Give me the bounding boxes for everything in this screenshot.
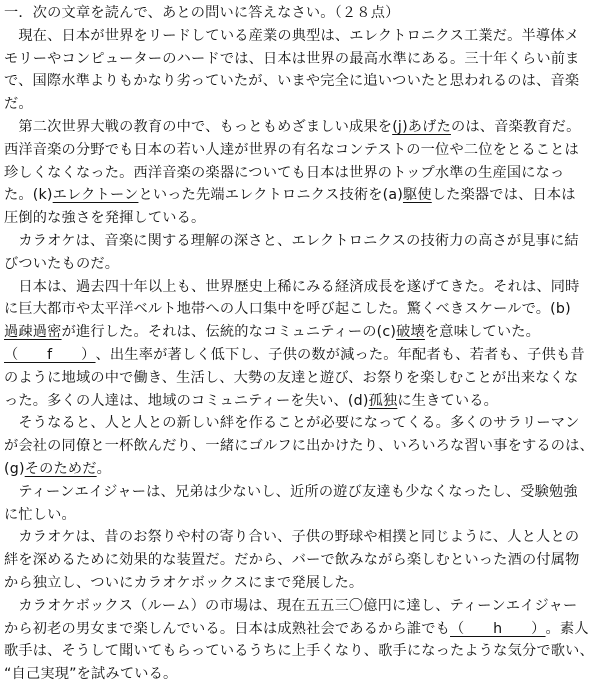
passage-text: 西洋音楽の分野でも日本の若い人達が世界の有名なコンテストの一位や二位をとることは [4, 141, 579, 158]
passage-text: といった先端エレクトロニクス技術を(a) [138, 187, 403, 204]
passage-text: から独立し、ついにカラオケボックスにまで発展した。 [4, 574, 364, 591]
passage-body [4, 25, 594, 686]
passage-text: モリーやコンピューターのハードでは、日本は世界の最高水準にある。三十年くらい前ま [4, 50, 580, 67]
passage-text: ティーンエイジャーは、兄弟は少ないし、近所の遊び友達も少なくなったし、受験勉強 [4, 483, 578, 500]
underlined-term: (j)あげた [392, 118, 451, 135]
passage-text: 珍しくなくなった。西洋音楽の楽器についても日本は世界のトップ水準の生産国になっ [4, 164, 565, 181]
question-heading: 一．次の文章を読んで、あとの問いに答えなさい。（２８点） [4, 5, 400, 21]
passage-line [4, 230, 579, 253]
passage-text: に巨大都市や太平洋ベルト地帯への人口集中を呼び起こした。驚くべきスケールで。(b) [4, 301, 571, 318]
passage-text: だ。 [4, 96, 33, 113]
passage-text: で、国際水準よりもかなり劣っていたが、いまや完全に追いついたと思われるのは、音楽 [4, 73, 580, 90]
passage-line [4, 390, 543, 413]
passage-line [4, 207, 543, 230]
passage-text: から初老の男女まで楽しんでいる。日本は成熟社会であるから誰でも [4, 620, 451, 637]
passage-text: そうなると、人と人との新しい絆を作ることが必要になってくる。多くのサラリーマン [4, 415, 580, 432]
passage-line [4, 184, 576, 207]
passage-text: のは、音楽教育だ。 [450, 118, 581, 135]
passage-text: カラオケは、音楽に関する理解の深さと、エレクトロニクスの技術力の高さが見事に結 [4, 232, 579, 249]
answer-blank: （ h ） [450, 620, 546, 637]
passage-line [4, 48, 580, 71]
passage-text: 、出生率が著しく低下し、子供の数が減った。年配者も、若者も、子供も昔 [95, 346, 585, 363]
passage-text: った。多くの人達は、地域のコミュニティーを失い、(d) [4, 392, 369, 409]
passage-text: が会社の同僚と一杯飲んだり、一緒にゴルフに出かけたり、いろいろな習い事をするのは、 [4, 438, 594, 455]
passage-text: カラオケは、昔のお祭りや村の寄り合い、子供の野球や相撲と同じように、人と人との [4, 529, 580, 546]
passage-line [4, 344, 585, 367]
passage-line [4, 458, 543, 481]
passage-line [4, 504, 543, 527]
passage-text: 歌手は、そうして聞いてもらっているうちに上手くなり、歌手になったような気分で歌い、 [4, 643, 594, 660]
passage-text: した楽器では、日本は [431, 187, 576, 204]
passage-text: 現在、日本が世界をリードしている産業の典型は、エレクトロニクス工業だ。半導体メ [4, 27, 580, 44]
passage-line [4, 663, 543, 686]
passage-text: に生きている。 [397, 392, 499, 409]
underlined-term: 過疎過密 [4, 324, 62, 341]
underlined-term: エレクトーン [52, 187, 139, 204]
passage-line [4, 412, 580, 435]
underlined-term: 孤独 [368, 392, 398, 409]
passage-text: 圧倒的な強さを発揮している。 [4, 210, 206, 227]
passage-text: 絆を深めるために効果的な装置だ。だから、バーで飲みながら楽しむといった酒の付属物 [4, 552, 580, 569]
passage-line [4, 276, 580, 299]
passage-text: 日本は、過去四十年以上も、世界歴史上稀にみる経済成長を遂げてきた。それは、同時 [4, 278, 580, 295]
passage-line [4, 618, 589, 641]
passage-text: が進行した。それは、伝統的なコミュニティーの(c) [61, 324, 397, 341]
passage-text: カラオケボックス（ルーム）の市場は、現在五五三〇億円に達し、ティーンエイジャー [4, 597, 578, 614]
passage-text: た。(k) [4, 187, 53, 204]
passage-line [4, 481, 578, 504]
passage-text: を意味していた。 [424, 324, 541, 341]
passage-line [4, 162, 565, 185]
underlined-term: そのためだ [24, 460, 97, 477]
underlined-term: 破壊 [396, 324, 425, 341]
passage-line [4, 321, 543, 344]
passage-text: 。 [96, 460, 112, 477]
passage-text: びついたものだ。 [4, 255, 120, 272]
passage-text: 第二次世界大戦の教育の中で、もっともめざましい成果を [4, 118, 393, 135]
passage-text: のように地域の中で働き、生活し、大勢の友達と遊び、お祭りを楽しむことが出来なくな [4, 369, 579, 386]
document-page [4, 2, 594, 686]
passage-line [4, 595, 578, 618]
passage-line [4, 93, 543, 116]
passage-text: 。素人 [545, 620, 589, 637]
passage-line [4, 572, 543, 595]
passage-text: に忙しい。 [4, 506, 76, 523]
passage-line [4, 116, 581, 139]
passage-line [4, 139, 579, 162]
passage-line [4, 253, 543, 276]
answer-blank: （ f ） [4, 346, 96, 363]
passage-line [4, 640, 594, 663]
passage-line [4, 549, 580, 572]
passage-text: “自己実現”を試みている。 [4, 666, 178, 683]
passage-text: (g) [4, 460, 25, 477]
passage-line [4, 70, 580, 93]
passage-line [4, 526, 580, 549]
passage-line [4, 367, 579, 390]
passage-line [4, 298, 571, 321]
underlined-term: 駆使 [402, 187, 432, 204]
passage-line [4, 25, 580, 48]
passage-line [4, 435, 594, 458]
